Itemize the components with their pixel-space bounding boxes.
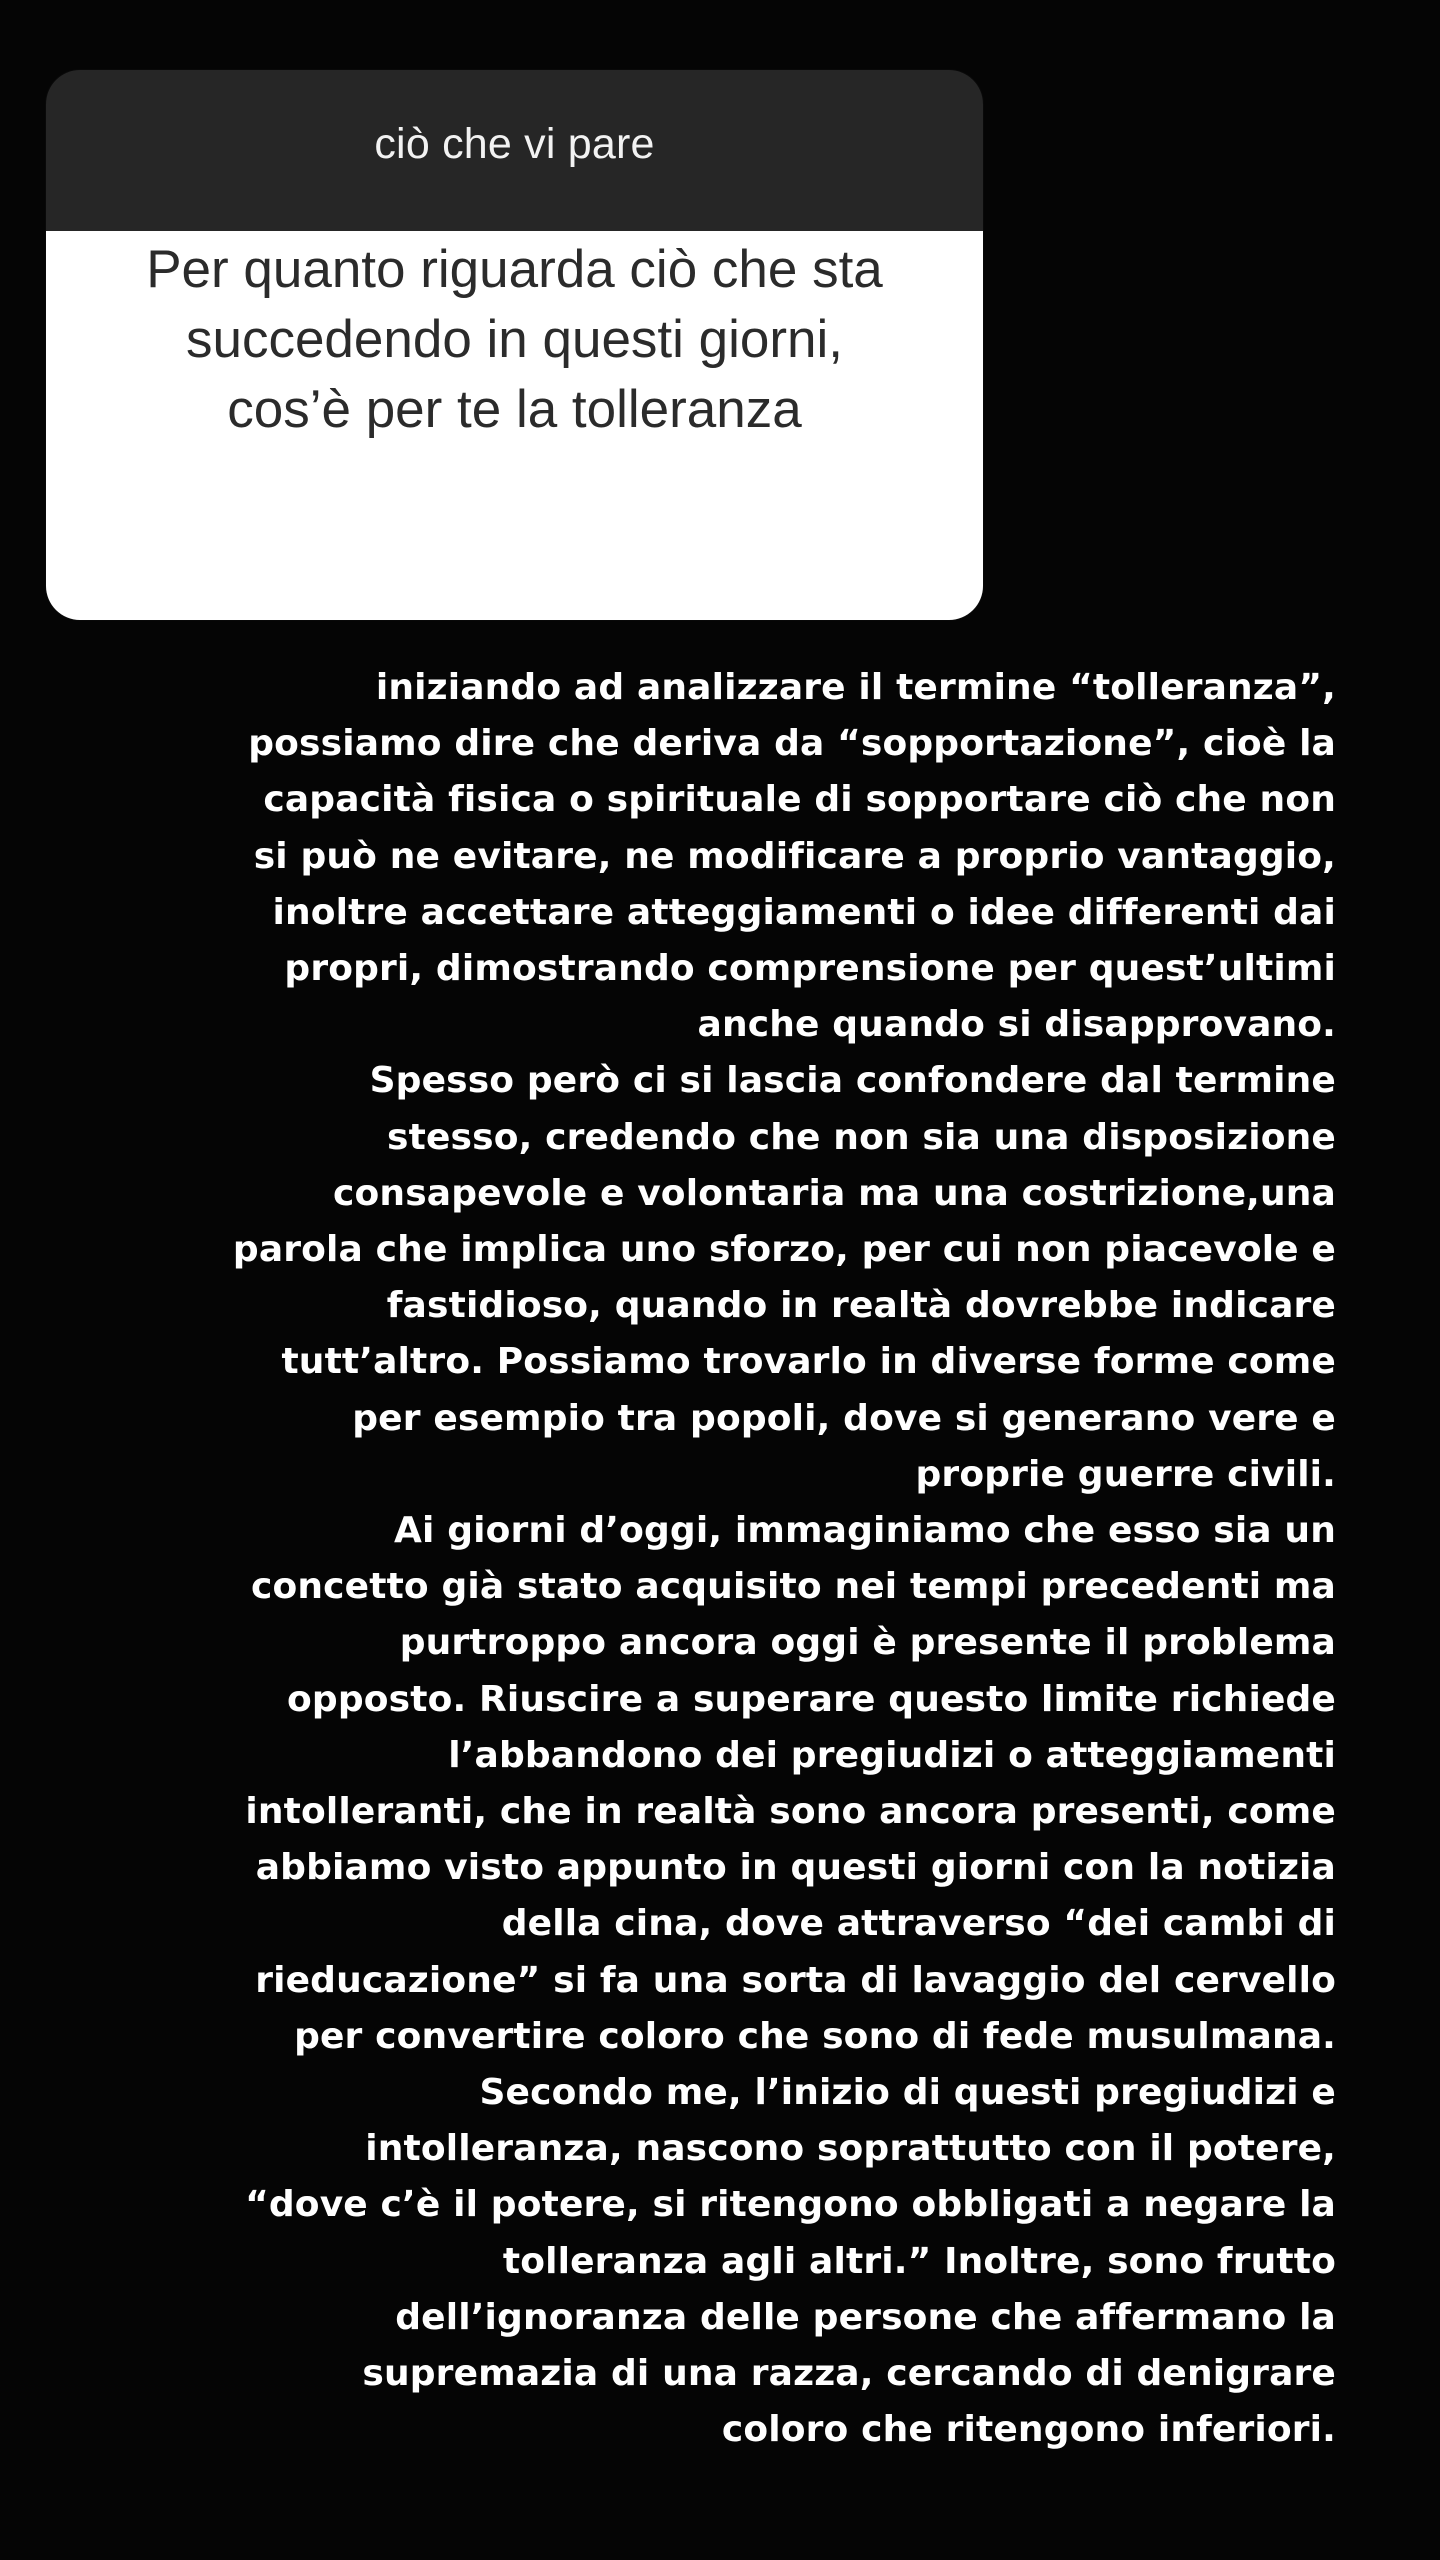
question-sticker-question: Per quanto riguarda ciò che sta succedendo in questi giorni, cos’è per te la tolleranza [146,240,883,439]
question-sticker-prompt: ciò che vi pare [374,120,655,168]
answer-text-block: iniziando ad analizzare il termine “tolleranza”, possiamo dire che deriva da “sopportazione”, cioè la capacità fisica o spirituale di sopportare ciò che non si può ne evitare, ne modificare a proprio vantaggio, inoltre accettare atteggiamenti o idee differenti dai propri, dimostrando comprensione per quest’ultimi anche quando si disapprovano. Spesso però ci si lascia confondere dal termine stesso, credendo che non sia una disposizione consapevole e volontaria ma una costrizione,una parola che implica uno sforzo, per cui non piacevole e fastidioso, quando in realtà dovrebbe indicare tutt’altro. Possiamo trovarlo in diverse forme come per esempio tra popoli, dove si generano vere e proprie guerre civili. Ai giorni d’oggi, immaginiamo che esso sia un concetto già stato acquisito nei tempi precedenti ma purtroppo ancora oggi è presente il problema opposto. Riuscire a superare questo limite richiede l’abbandono dei pregiudizi o atteggiamenti intolleranti, che in realtà sono ancora presenti, come abbiamo visto appunto in questi giorni con la notizia della cina, dove attraverso “dei cambi di rieducazione” si fa una sorta di lavaggio del cervello per convertire coloro che sono di fede musulmana. Secondo me, l’inizio di questi pregiudizi e intolleranza, nascono soprattutto con il potere, “dove c’è il potere, si ritengono obbligati a negare la tolleranza agli altri.” Inoltre, sono frutto dell’ignoranza delle persone che affermano la supremazia di una razza, cercando di denigrare coloro che ritengono inferiori. [232,667,1336,2451]
question-sticker[interactable] [46,70,983,620]
